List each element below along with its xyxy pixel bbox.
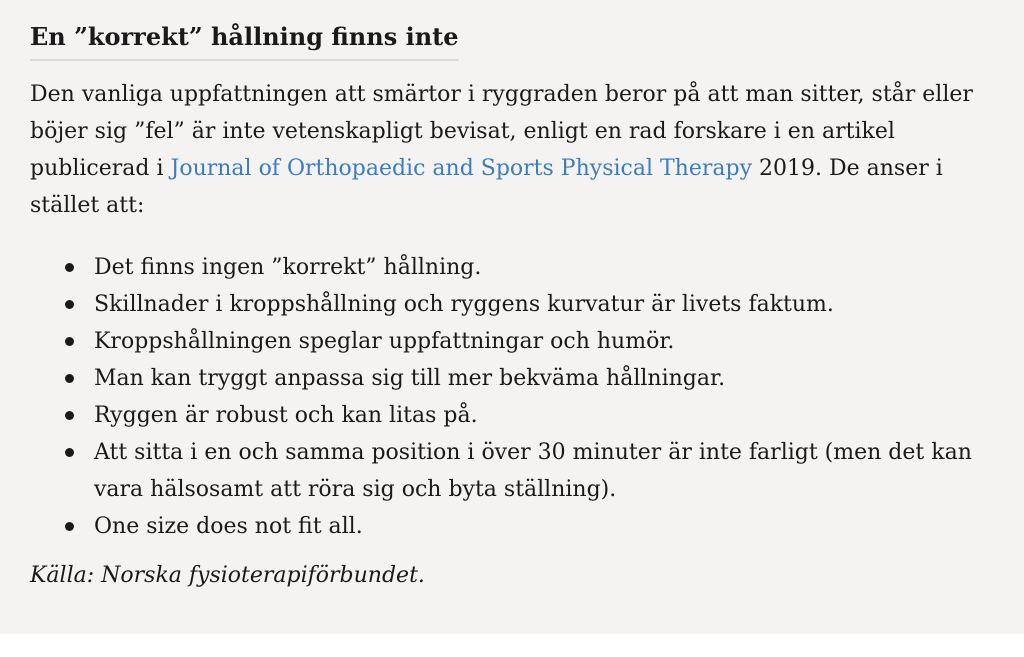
list-item-text: One size does not fit all. [94,514,363,539]
bullet-icon [65,337,74,346]
bullet-icon [65,522,74,531]
journal-link[interactable]: Journal of Orthopaedic and Sports Physical Therapy [170,156,753,181]
list-item [30,360,994,397]
bullet-icon [65,374,74,383]
bullet-icon [65,300,74,309]
list-item-text: Skillnader i kroppshållning och ryggens kurvatur är livets faktum. [94,292,834,317]
list-item [30,249,994,286]
list-item [30,397,994,434]
intro-text-after-link: 2019. De anser i stället att: [30,156,943,218]
source-note: Källa: Norska fysioterapiförbundet. [30,563,425,588]
list-item [30,286,994,323]
fact-list [30,249,994,545]
bullet-icon [65,263,74,272]
list-item-text: Det finns ingen ”korrekt” hållning. [94,255,482,280]
list-item [30,434,994,508]
list-item-text: Att sitta i en och samma position i över 30 minuter är inte farligt (men det kan vara hälsosamt att röra sig och byta ställning). [94,440,972,502]
list-item-text: Man kan tryggt anpassa sig till mer bekväma hållningar. [94,366,726,391]
list-item-text: Kroppshållningen speglar uppfattningar och humör. [94,329,675,354]
list-item [30,323,994,360]
intro-paragraph [30,76,994,224]
bullet-icon [65,448,74,457]
list-item-text: Ryggen är robust och kan litas på. [94,403,478,428]
list-item [30,508,994,545]
fact-box-title: En ”korrekt” hållning finns inte [30,20,459,61]
bullet-icon [65,411,74,420]
intro-text-before-link: Den vanliga uppfattningen att smärtor i ryggraden beror på att man sitter, står eller böjer sig ”fel” är inte vetenskapligt bevisat, enligt en rad forskare i en artikel publicerad i [30,82,973,181]
